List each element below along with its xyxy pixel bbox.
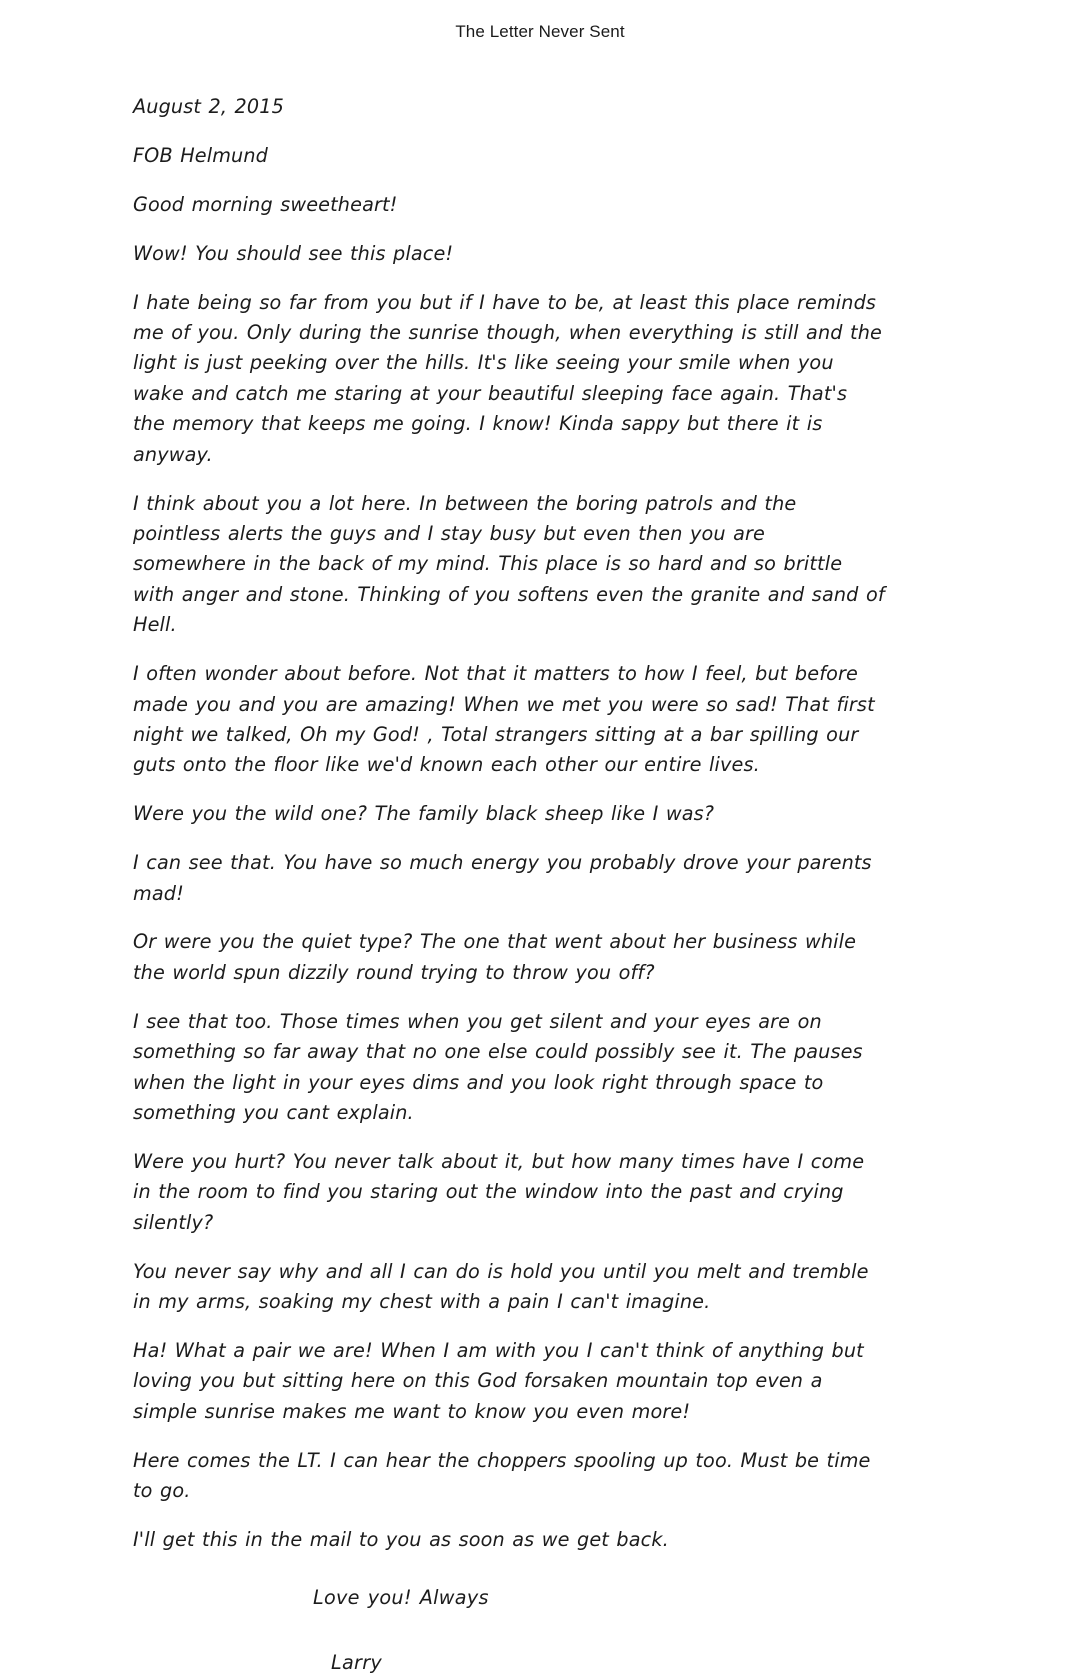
letter-paragraph: Or were you the quiet type? The one that went about her business while the world spun dizzily round trying to throw you off?	[133, 930, 857, 984]
letter-paragraph: I see that too. Those times when you get silent and your eyes are on something so far away that no one else could possibly see it. The pauses when the light in your eyes dims and you look right through space to something you cant explain.	[133, 1009, 863, 1124]
letter-body	[133, 92, 885, 1678]
letter-date-line: August 2, 2015	[133, 95, 284, 118]
letter-paragraph: I think about you a lot here. In between the boring patrols and the pointless alerts the guys and I stay busy but even then you are somewhere in the back of my mind. This place is so hard and so brittle with anger and stone. Thinking of you softens even the granite and sand of Hell.	[133, 491, 885, 637]
letter-paragraph: You never say why and all I can do is hold you until you melt and tremble in my arms, soaking my chest with a pain I can't imagine.	[133, 1259, 869, 1313]
letter-paragraph: I can see that. You have so much energy you probably drove your parents mad!	[133, 851, 872, 905]
letter-paragraph: I often wonder about before. Not that it matters to how I feel, but before made you and you are amazing! When we met you were so sad! That first night we talked, Oh my God! , Total strangers sitting at a bar spilling our guts onto the floor like we'd known each other our entire lives.	[133, 662, 875, 777]
letter-paragraph: Wow! You should see this place!	[133, 241, 454, 265]
letter-paragraph: I'll get this in the mail to you as soon as we get back.	[133, 1527, 669, 1551]
letter-closing-block	[133, 1583, 885, 1678]
letter-signature: Larry	[331, 1650, 383, 1674]
letter-closing: Love you! Always	[313, 1586, 489, 1610]
letter-paragraph: Here comes the LT. I can hear the choppers spooling up too. Must be time to go.	[133, 1448, 871, 1503]
letter-paragraph: Ha! What a pair we are! When I am with you I can't think of anything but loving you but sitting here on this God forsaken mountain top even a simple sunrise makes me want to know you even more!	[133, 1338, 864, 1423]
letter-paragraph: I hate being so far from you but if I have to be, at least this place reminds me of you. Only during the sunrise though, when everything is still and the light is just peeking over the hills. It's like seeing your smile when you wake and catch me staring at your beautiful sleeping face again. That's the memory that keeps me going. I know! Kinda sappy but there it is anyway.	[133, 290, 882, 466]
letter-paragraph: Were you the wild one? The family black sheep like I was?	[133, 802, 715, 826]
letter-location-line: FOB Helmund	[133, 143, 269, 167]
letter-paragraph: Were you hurt? You never talk about it, but how many times have I come in the room to find you staring out the window into the past and crying silently?	[133, 1149, 865, 1234]
letter-greeting: Good morning sweetheart!	[133, 192, 398, 216]
page-title: The Letter Never Sent	[455, 22, 625, 41]
